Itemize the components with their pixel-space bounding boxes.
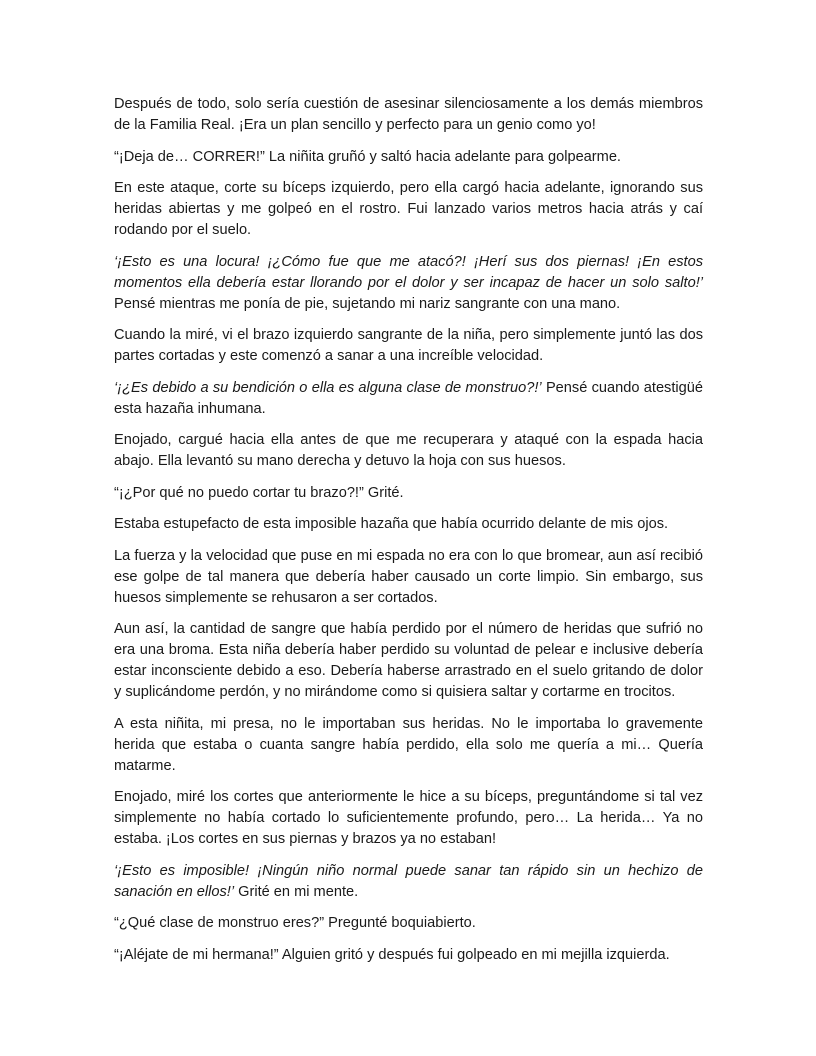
- paragraph: [114, 94, 703, 136]
- narrative-text: Enojado, cargué hacia ella antes de que me recuperara y ataqué con la espada hacia abajo. Ella levantó su mano derecha y detuvo la hoja con sus huesos.: [114, 432, 703, 469]
- narrative-text: “¡Aléjate de mi hermana!” Alguien gritó y después fui golpeado en mi mejilla izquierda.: [114, 946, 670, 963]
- italic-thought-text: ‘¡Esto es una locura! ¡¿Cómo fue que me atacó?! ¡Herí sus dos piernas! ¡En estos momentos ella debería estar llorando por el dolor y ser incapaz de hacer un solo salto!’: [114, 253, 703, 291]
- narrative-text: Estaba estupefacto de esta imposible hazaña que había ocurrido delante de mis ojos.: [114, 516, 669, 532]
- narrative-text: A esta niñita, mi presa, no le importaban sus heridas. No le importaba lo gravemente herida que estaba o cuanta sangre había perdido, ella solo me quería a mi… Quería matarme.: [114, 715, 703, 774]
- paragraph: [114, 252, 703, 315]
- paragraph: [114, 619, 703, 703]
- paragraph: [114, 325, 703, 367]
- paragraph: [114, 787, 703, 850]
- narrative-text: Pensé mientras me ponía de pie, sujetando mi nariz sangrante con una mano.: [114, 295, 621, 312]
- narrative-text: En este ataque, corte su bíceps izquierdo, pero ella cargó hacia adelante, ignorando sus heridas abiertas y me golpeó en el rostro. Fui lanzado varios metros hacia atrás y caí rodando por el suelo.: [114, 180, 703, 238]
- italic-thought-text: ‘¡Esto es imposible! ¡Ningún niño normal puede sanar tan rápido sin un hechizo de sanación en ellos!’: [114, 862, 703, 900]
- narrative-text: Cuando la miré, vi el brazo izquierdo sangrante de la niña, pero simplemente juntó las dos partes cortadas y este comenzó a sanar a una increíble velocidad.: [114, 327, 703, 364]
- narrative-text: La fuerza y la velocidad que puse en mi espada no era con lo que bromear, aun así recibió ese golpe de tal manera que debería haber causado un corte limpio. Sin embargo, sus huesos simplemente se rehusaron a ser cortados.: [114, 547, 703, 606]
- narrative-text: Aun así, la cantidad de sangre que había perdido por el número de heridas que sufrió no era una broma. Esta niña debería haber perdido su voluntad de pelear e inclusive debería estar inconsciente debido a eso. Debería haberse arrastrado en el suelo gritando de dolor y suplicándome perdón, y no mirándome como si quisiera saltar y cortarme en trocitos.: [114, 621, 703, 700]
- paragraph: [114, 514, 703, 535]
- narrative-text: Después de todo, solo sería cuestión de asesinar silenciosamente a los demás miembros de la Familia Real. ¡Era un plan sencillo y perfecto para un genio como yo!: [114, 96, 703, 133]
- paragraph: [114, 147, 703, 168]
- narrative-text: “¡Deja de… CORRER!” La niñita gruñó y saltó hacia adelante para golpearme.: [114, 148, 621, 165]
- paragraph: [114, 913, 703, 934]
- paragraph: [114, 178, 703, 241]
- body-text: [114, 94, 703, 976]
- paragraph: [114, 546, 703, 609]
- narrative-text: Grité en mi mente.: [234, 883, 359, 900]
- paragraph: [114, 483, 703, 504]
- paragraph: [114, 861, 703, 903]
- narrative-text: “¿Qué clase de monstruo eres?” Pregunté boquiabierto.: [114, 915, 476, 931]
- paragraph: [114, 430, 703, 472]
- paragraph: [114, 714, 703, 777]
- paragraph: [114, 945, 703, 966]
- paragraph: [114, 378, 703, 420]
- narrative-text: Enojado, miré los cortes que anteriormente le hice a su bíceps, preguntándome si tal vez simplemente no había cortado lo suficientemente profundo, pero… La herida… Ya no estaba. ¡Los cortes en sus piernas y brazos ya no estaban!: [114, 789, 703, 847]
- narrative-text: “¡¿Por qué no puedo cortar tu brazo?!” Grité.: [114, 484, 404, 501]
- italic-thought-text: ‘¡¿Es debido a su bendición o ella es alguna clase de monstruo?!’: [114, 379, 542, 396]
- narrative-text: Pensé cuando atestigüé esta hazaña inhumana.: [114, 379, 704, 417]
